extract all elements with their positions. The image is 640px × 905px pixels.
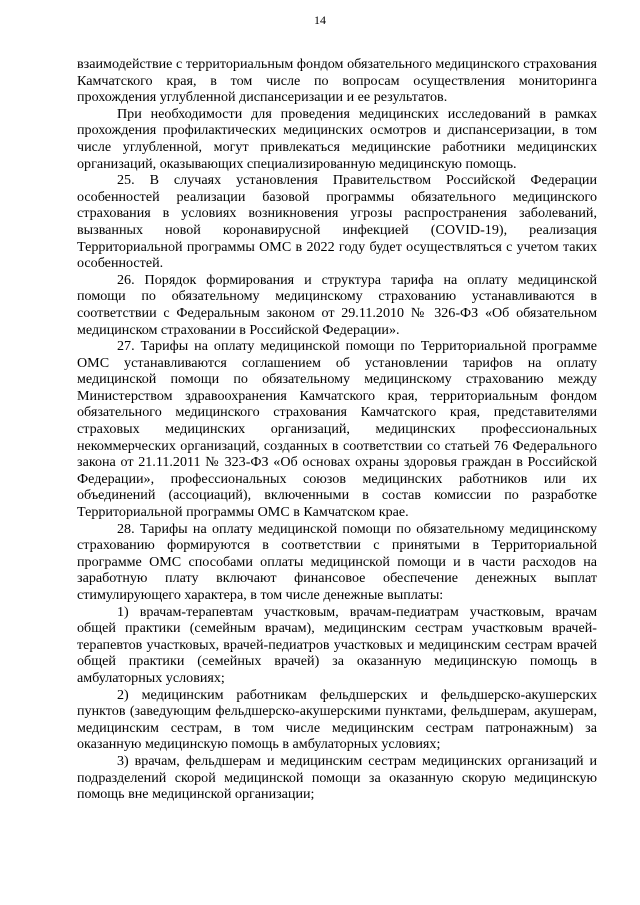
paragraph-item-28: 28. Тарифы на оплату медицинской помощи по обязательному медицинскому страхованию формируются в соответствии с принятыми в Территориальной программе ОМС способами оплаты медицинской помощи и в части расходов на заработную плату включают финансовое обеспечение денежных выплат стимулирующего характера, в том числе денежные выплаты: xyxy=(77,520,597,603)
paragraph-subitem-3: 3) врачам, фельдшерам и медицинским сестрам медицинских организаций и подразделений скорой медицинской помощи за оказанную скорую медицинскую помощь вне медицинской организации; xyxy=(77,752,597,803)
paragraph-continuation: взаимодействие с территориальным фондом обязательного медицинского страхования Камчатского края, в том числе по вопросам осуществления мониторинга прохождения углубленной диспансеризации и ее результатов. xyxy=(77,56,597,106)
paragraph-additional-staff: При необходимости для проведения медицинских исследований в рамках прохождения профилактических медицинских осмотров и диспансеризации, в том числе углубленной, могут привлекаться медицинские работники медицинских организаций, оказывающих специализированную медицинскую помощь. xyxy=(77,105,597,172)
paragraph-item-25: 25. В случаях установления Правительством Российской Федерации особенностей реализации базовой программы обязательного медицинского страхования в условиях возникновения угрозы распространения заболеваний, вызванных новой коронавирусной инфекцией (COVID-19), реализация Территориальной программы ОМС в 2022 году будет осуществляться с учетом таких особенностей. xyxy=(77,172,597,272)
page-number: 14 xyxy=(314,13,326,27)
paragraph-item-27: 27. Тарифы на оплату медицинской помощи по Территориальной программе ОМС устанавливаются соглашением об установлении тарифов на оплату медицинской помощи по обязательному медицинскому страхованию между Министерством здравоохранения Камчатского края, территориальным фондом обязательного медицинского страхования Камчатского края, представителями страховых медицинских организаций, медицинских профессиональных некоммерческих организаций, созданных в соответствии со статьей 76 Федерального закона от 21.11.2011 № 323-ФЗ «Об основах охраны здоровья граждан в Российской Федерации», профессиональных союзов медицинских работников или их объединений (ассоциаций), включенными в состав комиссии по разработке Территориальной программы ОМС в Камчатском крае. xyxy=(77,338,597,521)
paragraph-item-26: 26. Порядок формирования и структура тарифа на оплату медицинской помощи по обязательному медицинскому страхованию устанавливаются в соответствии с Федеральным законом от 29.11.2010 № 326-ФЗ «Об обязательном медицинском страховании в Российской Федерации». xyxy=(77,271,597,338)
paragraph-subitem-2: 2) медицинским работникам фельдшерских и фельдшерско-акушерских пунктов (заведующим фельдшерско-акушерскими пунктами, фельдшерам, акушерам, медицинским сестрам, в том числе медицинским сестрам патронажным) за оказанную медицинскую помощь в амбулаторных условиях; xyxy=(77,686,597,753)
document-body xyxy=(77,56,597,803)
paragraph-subitem-1: 1) врачам-терапевтам участковым, врачам-педиатрам участковым, врачам общей практики (семейным врачам), медицинским сестрам участковым врачей-терапевтов участковых, врачей-педиатров участковых и медицинским сестрам врачей общей практики (семейных врачей) за оказанную медицинскую помощь в амбулаторных условиях; xyxy=(77,603,597,686)
